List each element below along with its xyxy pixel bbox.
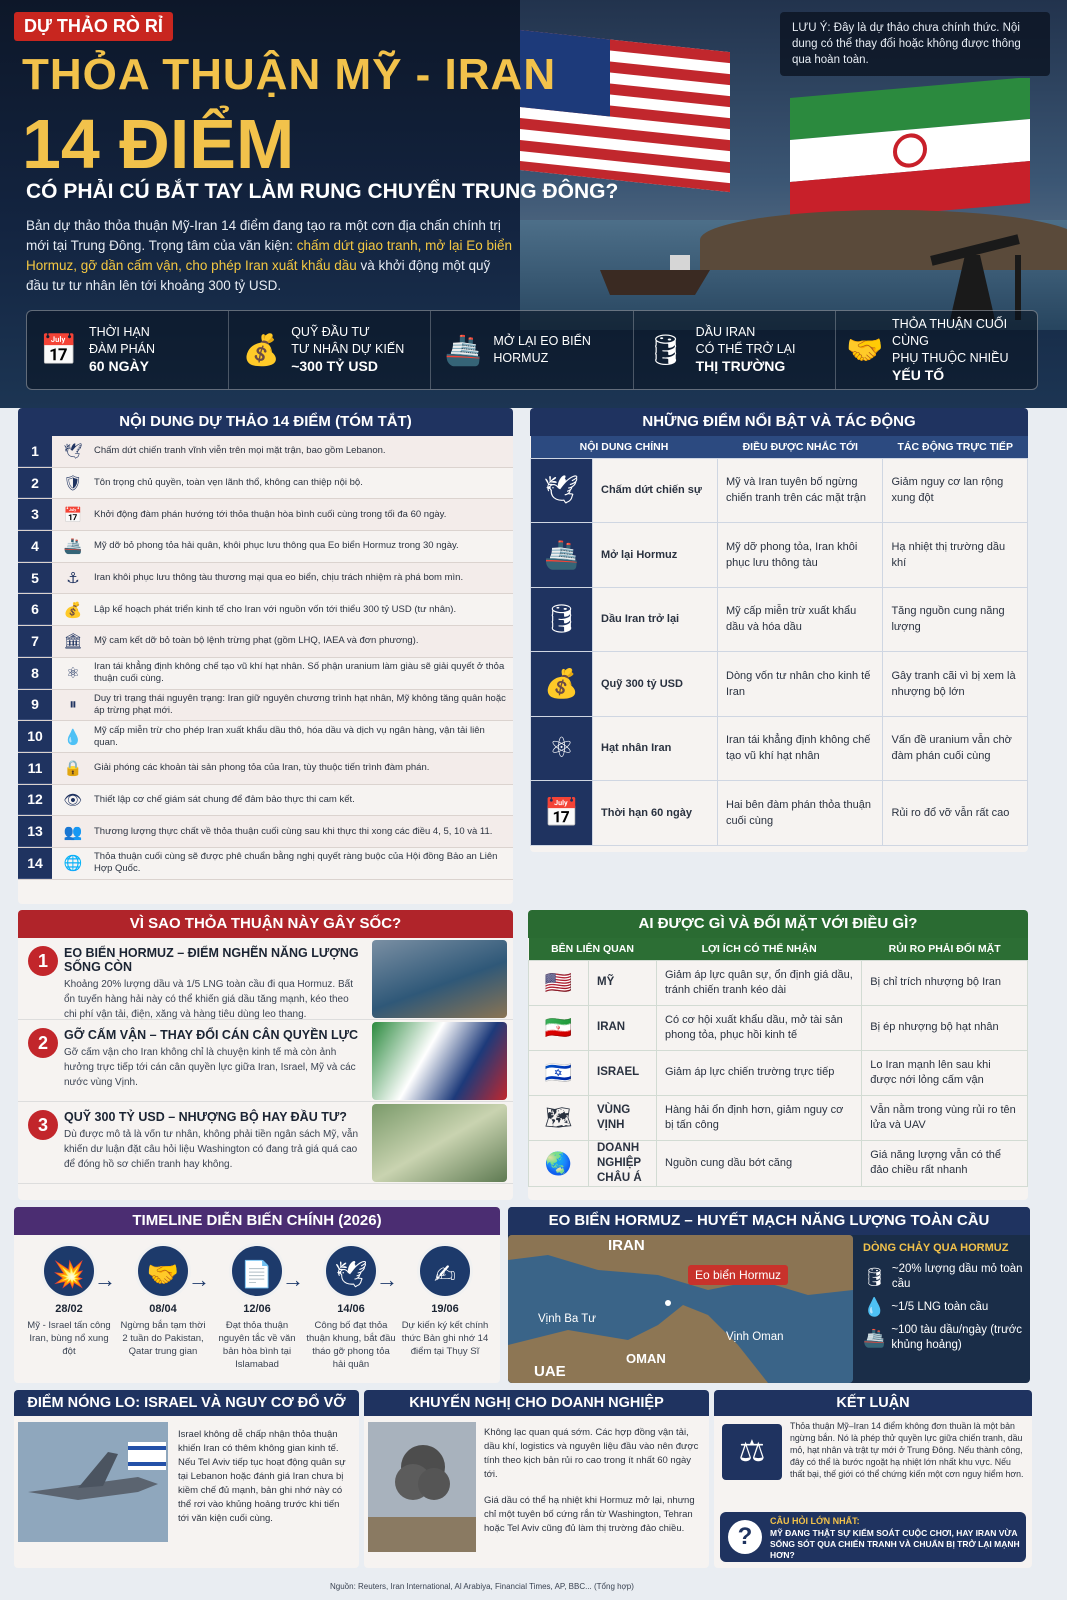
stakeholder-benefit: Có cơ hội xuất khẩu dầu, mở tài sản phong tỏa, phục hồi kinh tế	[657, 1005, 862, 1050]
kpi-text	[89, 324, 155, 376]
stakeholder-name: MỸ	[589, 960, 657, 1005]
kpi-line: ĐÀM PHÁN	[89, 342, 155, 356]
arrow-right-icon: →	[282, 1267, 304, 1292]
kpi-value: YẾU TỐ	[892, 366, 945, 383]
timeline-date: 08/04	[149, 1303, 177, 1315]
arrow-right-icon: →	[94, 1267, 116, 1292]
stakeholder-risk: Vẫn nằm trong vùng rủi ro tên lửa và UAV	[862, 1095, 1028, 1140]
timeline-panel	[14, 1207, 500, 1383]
stakeholder-name: DOANH NGHIỆP CHÂU Á	[589, 1140, 657, 1186]
table-row	[529, 1005, 1028, 1050]
stakeholder-benefit: Nguồn cung dầu bớt căng	[657, 1140, 862, 1186]
col-header: BÊN LIÊN QUAN	[529, 938, 657, 960]
flow-text: ~20% lượng dầu mỏ toàn cầu	[891, 1263, 1023, 1290]
lock-icon: 🔒	[63, 760, 83, 778]
highlight-impact: Rủi ro đổ vỡ vẫn rất cao	[883, 781, 1028, 846]
timeline-item	[118, 1243, 208, 1371]
gains-panel	[528, 910, 1028, 1200]
intro-text: Bản dự thảo thỏa thuận Mỹ-Iran 14 điểm đang tạo ra một cơn địa chấn chính trị mới tại Trung Đông. Trọng tâm của văn kiện: chấm dứt giao tranh, mở lại Eo biển Hormuz, gỡ dần cấm vận, cho phép Iran xuất khẩu dầu và khởi động một quỹ đầu tư tư nhân lên tới khoảng 300 tỷ USD.	[26, 218, 512, 293]
table-row	[529, 1140, 1028, 1186]
highlight-mention: Dòng vốn tư nhân cho kinh tế Iran	[718, 652, 883, 717]
point-text: Iran tái khẳng định không chế tạo vũ khí hạt nhân. Số phận uranium làm giàu sẽ giải quyết ở thỏa thuận cuối cùng.	[94, 661, 505, 685]
kpi-value: 60 NGÀY	[89, 358, 149, 374]
why-heading: QUỸ 300 TỶ USD – NHƯỢNG BỘ HAY ĐẦU TƯ?	[64, 1110, 347, 1124]
point-row	[18, 531, 513, 563]
handshake-icon: 🤝	[135, 1243, 191, 1299]
point-row	[18, 658, 513, 690]
leak-tag: DỰ THẢO RÒ RỈ	[14, 12, 173, 41]
point-number: 7	[18, 626, 52, 657]
document-icon: 📄	[229, 1243, 285, 1299]
hormuz-panel	[508, 1207, 1030, 1383]
point-row	[18, 785, 513, 817]
timeline-text: Công bố đạt thỏa thuận khung, bắt đầu tháo gỡ phong tỏa hải quân	[306, 1320, 396, 1370]
highlights-title: NHỮNG ĐIỂM NỔI BẬT VÀ TÁC ĐỘNG	[530, 408, 1028, 436]
why-image	[372, 1104, 507, 1182]
pause-icon: ⏸	[69, 696, 77, 714]
kpi-line: HORMUZ	[493, 351, 549, 365]
gulf-map-icon: 🗺	[529, 1095, 589, 1140]
point-number: 1	[18, 436, 52, 467]
stakeholder-name: ISRAEL	[589, 1050, 657, 1095]
why-desc: Khoảng 20% lượng dầu và 1/5 LNG toàn cầu đi qua Hormuz. Bất ổn tuyến hàng hải này có thể khiến giá dầu tăng mạnh, kéo theo chi phí vận tải, điện, xăng và hàng tiêu dùng leo thang.	[64, 979, 353, 1020]
iran-flag-image	[790, 78, 1040, 228]
dove-icon: 🕊	[531, 458, 593, 523]
why-item	[18, 1102, 513, 1184]
kpi-item	[229, 311, 431, 389]
calendar-icon: 📅	[63, 506, 83, 524]
why-number: 3	[28, 1110, 58, 1140]
highlight-impact: Vấn đề uranium vẫn chờ đàm phán cuối cùng	[883, 716, 1028, 781]
point-text: Chấm dứt chiến tranh vĩnh viễn trên mọi mặt trận, bao gồm Lebanon.	[94, 445, 386, 457]
why-body	[64, 1102, 372, 1183]
why-title: VÌ SAO THỎA THUẬN NÀY GÂY SỐC?	[18, 910, 513, 938]
kpi-item	[634, 311, 836, 389]
timeline-date: 28/02	[55, 1303, 83, 1315]
why-item	[18, 1020, 513, 1102]
kpi-item	[836, 311, 1037, 389]
point-row	[18, 436, 513, 468]
col-header: RỦI RO PHẢI ĐỐI MẶT	[862, 938, 1028, 960]
main-title: THỎA THUẬN MỸ - IRAN	[22, 50, 557, 99]
big-question-box	[720, 1512, 1026, 1562]
kpi-text	[291, 324, 404, 376]
atom-icon: ⚛	[531, 716, 593, 781]
highlight-main: Chấm dứt chiến sự	[593, 458, 718, 523]
why-item	[18, 938, 513, 1020]
big-question-title: CÂU HỎI LỚN NHẤT:	[770, 1516, 860, 1526]
timeline-date: 12/06	[243, 1303, 271, 1315]
points-title: NỘI DUNG DỰ THẢO 14 ĐIỂM (TÓM TẮT)	[18, 408, 513, 436]
point-number: 4	[18, 531, 52, 562]
stakeholder-benefit: Giảm áp lực chiến trường trực tiếp	[657, 1050, 862, 1095]
stakeholder-name: VÙNG VỊNH	[589, 1095, 657, 1140]
dove-icon: 🕊	[323, 1243, 379, 1299]
table-row	[531, 587, 1028, 652]
point-number: 8	[18, 658, 52, 689]
arrow-right-icon: →	[376, 1267, 398, 1292]
point-number: 11	[18, 753, 52, 784]
arrow-right-icon: →	[188, 1267, 210, 1292]
point-number: 5	[18, 563, 52, 594]
kpi-line: CÓ THỂ TRỞ LẠI	[695, 342, 796, 356]
point-text: Mỹ cam kết dỡ bỏ toàn bộ lệnh trừng phạt (gồm LHQ, IAEA và đơn phương).	[94, 635, 419, 647]
highlight-main: Mở lại Hormuz	[593, 523, 718, 588]
flow-item	[863, 1262, 1023, 1292]
flow-item	[863, 1297, 1023, 1317]
highlight-impact: Giảm nguy cơ lan rộng xung đột	[883, 458, 1028, 523]
col-header: ĐIỀU ĐƯỢC NHẮC TỚI	[718, 436, 883, 458]
col-header: LỢI ÍCH CÓ THỂ NHẬN	[657, 938, 862, 960]
un-icon: 🌐	[63, 855, 83, 873]
points-list	[18, 436, 513, 880]
point-number: 2	[18, 468, 52, 499]
kpi-text	[892, 316, 1027, 385]
point-row	[18, 753, 513, 785]
main-title-count: 14 ĐIỂM	[22, 105, 295, 183]
points-panel	[18, 408, 513, 904]
stakeholder-risk: Bị ép nhượng bộ hạt nhân	[862, 1005, 1028, 1050]
timeline-items	[14, 1235, 500, 1371]
point-text: Thiết lập cơ chế giám sát chung để đảm bảo thực thi cam kết.	[94, 793, 355, 805]
map-label-strait: Eo biển Hormuz	[688, 1265, 788, 1285]
point-text: Mỹ cấp miễn trừ cho phép Iran xuất khẩu dầu thô, hóa dầu và dịch vụ ngân hàng, vận tải liên quan.	[94, 724, 485, 748]
shield-icon: 🛡	[63, 475, 83, 493]
point-number: 6	[18, 594, 52, 625]
money-bag-icon: 💰	[242, 333, 280, 367]
monitor-icon: 👁	[63, 791, 83, 809]
conclusion-text: Thỏa thuận Mỹ–Iran 14 điểm không đơn thuần là một bản ngừng bắn. Nó là phép thử quyền lực giữa chiến tranh, dầu mỏ, hạt nhân và trật tự mới ở Trung Đông. Nếu thành công, đây có thể là bước ngoặt hạ nhiệt lớn nhất khu vực. Nếu thất bại, thế giới có thể chứng kiến một cơn nguy hiểm hơn.	[790, 1421, 1024, 1479]
meeting-icon: 👥	[63, 823, 83, 841]
stakeholder-benefit: Hàng hải ổn định hơn, giảm nguy cơ bị tấn công	[657, 1095, 862, 1140]
israel-flag-icon: 🇮🇱	[529, 1050, 589, 1095]
hormuz-title: EO BIỂN HORMUZ – HUYẾT MẠCH NĂNG LƯỢNG TOÀN CẦU	[508, 1207, 1030, 1235]
kpi-line: PHỤ THUỘC NHIỀU	[892, 350, 1009, 365]
table-row	[531, 652, 1028, 717]
ship-icon: 🚢	[63, 538, 83, 556]
hormuz-map	[508, 1235, 853, 1383]
ship-icon: 🚢	[531, 523, 593, 588]
why-number: 1	[28, 946, 58, 976]
kpi-line: TƯ NHÂN DỰ KIẾN	[291, 342, 405, 356]
kpi-line: QUỸ ĐẦU TƯ	[291, 325, 370, 339]
smoke-city-image	[368, 1422, 476, 1552]
timeline-text: Dự kiến ký kết chính thức Bản ghi nhớ 14 điểm tại Thụy Sĩ	[401, 1320, 489, 1357]
scales-icon: ⚖	[722, 1424, 782, 1480]
map-label-persian-gulf: Vịnh Ba Tư	[538, 1313, 596, 1325]
timeline-item	[24, 1243, 114, 1371]
point-row	[18, 721, 513, 753]
why-body	[64, 1020, 372, 1101]
col-header: NỘI DUNG CHÍNH	[531, 436, 718, 458]
calendar-icon: 📅	[40, 333, 78, 367]
kpi-line: THỎA THUẬN CUỐI CÙNG	[892, 316, 1008, 348]
stakeholder-risk: Lo Iran mạnh lên sau khi được nới lỏng cấm vận	[862, 1050, 1028, 1095]
point-row	[18, 594, 513, 626]
source-note: Nguồn: Reuters, Iran International, Al Arabiya, Financial Times, AP, BBC... (Tổng hợp)	[330, 1582, 634, 1591]
highlight-main: Hạt nhân Iran	[593, 716, 718, 781]
point-row	[18, 499, 513, 531]
handshake-icon: 🤝	[846, 333, 884, 367]
point-text: Giải phóng các khoản tài sản phong tỏa của Iran, tùy thuộc tiến trình đàm phán.	[94, 762, 430, 774]
timeline-text: Đạt thỏa thuận nguyên tắc về văn bản hòa bình tại Islamabad	[218, 1320, 296, 1370]
point-row	[18, 626, 513, 658]
oil-barrel-icon: 🛢	[646, 333, 685, 367]
point-text: Khởi động đàm phán hướng tới thỏa thuận hòa bình cuối cùng trong tối đa 60 ngày.	[94, 508, 447, 520]
disclaimer-note: LƯU Ý: Đây là dự thảo chưa chính thức. Nội dung có thể thay đổi hoặc không được thông qua hoàn toàn.	[780, 12, 1050, 76]
gains-table	[528, 938, 1028, 1187]
table-row	[529, 1095, 1028, 1140]
timeline-date: 19/06	[431, 1303, 459, 1315]
kpi-bar	[26, 310, 1038, 390]
iran-flag-icon: 🇮🇷	[529, 1005, 589, 1050]
gas-drop-icon: 💧	[863, 1297, 886, 1317]
explosion-icon: 💥	[41, 1243, 97, 1299]
why-heading: EO BIỂN HORMUZ – ĐIỂM NGHẼN NĂNG LƯỢNG SỐNG CÒN	[64, 946, 359, 974]
map-label-gulf-oman: Vịnh Oman	[726, 1331, 784, 1343]
highlight-main: Thời hạn 60 ngày	[593, 781, 718, 846]
highlight-main: Dầu Iran trở lại	[593, 587, 718, 652]
why-heading: GỠ CẤM VẬN – THAY ĐỔI CÁN CÂN QUYỀN LỰC	[64, 1028, 358, 1042]
advice-title: KHUYẾN NGHỊ CHO DOANH NGHIỆP	[364, 1390, 709, 1416]
table-row	[531, 716, 1028, 781]
map-label-iran: IRAN	[608, 1237, 645, 1254]
kpi-line: MỞ LẠI EO BIỂN	[493, 334, 591, 348]
kpi-line: DẦU IRAN	[695, 325, 756, 339]
kpi-item	[27, 311, 229, 389]
highlight-mention: Mỹ cấp miễn trừ xuất khẩu dầu và hóa dầu	[718, 587, 883, 652]
table-row	[531, 458, 1028, 523]
kpi-line: THỜI HẠN	[89, 325, 150, 339]
usa-flag-icon: 🇺🇸	[529, 960, 589, 1005]
timeline-item	[212, 1243, 302, 1371]
map-label-uae: UAE	[534, 1363, 566, 1380]
point-row	[18, 848, 513, 880]
point-text: Tôn trọng chủ quyền, toàn vẹn lãnh thổ, không can thiệp nội bộ.	[94, 477, 363, 489]
kpi-text	[696, 324, 796, 376]
anchor-icon: ⚓	[66, 570, 80, 588]
flow-text: ~1/5 LNG toàn cầu	[891, 1301, 989, 1313]
point-row	[18, 816, 513, 848]
point-text: Lập kế hoạch phát triển kinh tế cho Iran với nguồn vốn tới thiểu 300 tỷ USD (tư nhân).	[94, 603, 457, 615]
kpi-item	[431, 311, 633, 389]
oil-barrel-icon: 🛢	[531, 587, 593, 652]
highlight-impact: Tăng nguồn cung năng lượng	[883, 587, 1028, 652]
money-bag-icon: 💰	[531, 652, 593, 717]
flow-item	[863, 1323, 1023, 1353]
table-row	[531, 523, 1028, 588]
point-number: 3	[18, 499, 52, 530]
why-image	[372, 940, 507, 1018]
highlight-mention: Mỹ dỡ phong tỏa, Iran khôi phục lưu thông tàu	[718, 523, 883, 588]
oil-barrel-icon: 🛢	[863, 1266, 886, 1287]
tanker-ship-image	[600, 250, 710, 300]
hero-banner	[0, 0, 1067, 408]
gains-title: AI ĐƯỢC GÌ VÀ ĐỐI MẶT VỚI ĐIỀU GÌ?	[528, 910, 1028, 938]
point-text: Mỹ dỡ bỏ phong tỏa hải quân, khôi phục lưu thông qua Eo biển Hormuz trong 30 ngày.	[94, 540, 459, 552]
map-land-shapes	[508, 1235, 853, 1383]
flows-title: DÒNG CHẢY QUA HORMUZ	[863, 1242, 1009, 1254]
bank-icon: 🏛	[63, 633, 83, 651]
israel-panel	[14, 1390, 359, 1568]
conclusion-panel	[714, 1390, 1032, 1568]
question-icon: ?	[728, 1520, 762, 1554]
highlight-mention: Hai bên đàm phán thỏa thuận cuối cùng	[718, 781, 883, 846]
kpi-text	[493, 333, 591, 367]
timeline-item	[306, 1243, 396, 1371]
why-body	[64, 938, 372, 1019]
advice-panel	[364, 1390, 709, 1568]
israel-text: Israel không dễ chấp nhận thỏa thuận khiến Iran có thêm không gian kinh tế. Nếu Tel Aviv tiếp tục hoạt động quân sự tại Lebanon hoặc đánh giá Iran chưa bị kiềm chế đủ mạnh, bản ghi nhớ này có thể rơi vào khủng hoảng trước khi tiến tới văn kiện cuối cùng.	[178, 1429, 346, 1524]
why-desc: Gỡ cấm vận cho Iran không chỉ là chuyện kinh tế mà còn ảnh hưởng trực tiếp tới cán cân quyền lực giữa Iran, Israel, Mỹ và các nước vùng Vịnh.	[64, 1047, 356, 1088]
timeline-date: 14/06	[337, 1303, 365, 1315]
point-number: 10	[18, 721, 52, 752]
highlights-table	[530, 436, 1028, 846]
dove-icon: 🕊	[63, 443, 83, 461]
highlight-mention: Iran tái khẳng định không chế tạo vũ khí hạt nhân	[718, 716, 883, 781]
calendar-60-icon: 📅	[531, 781, 593, 846]
advice-p2: Giá dầu có thể hạ nhiệt khi Hormuz mở lại, nhưng chỉ một tuyên bố cứng rắn từ Washington, Tehran hoặc Tel Aviv cũng đủ làm thị trường đảo chiều.	[484, 1495, 695, 1534]
point-text: Duy trì trạng thái nguyên trạng: Iran giữ nguyên chương trình hạt nhân, Mỹ không tăng quân hoặc áp trừng phạt mới.	[94, 692, 506, 716]
stakeholder-benefit: Giảm áp lực quân sự, ổn định giá dầu, tránh chiến tranh kéo dài	[657, 960, 862, 1005]
point-number: 12	[18, 785, 52, 816]
conclusion-title: KẾT LUẬN	[714, 1390, 1032, 1416]
highlight-main: Quỹ 300 tỷ USD	[593, 652, 718, 717]
point-text: Thương lượng thực chất về thỏa thuận cuối cùng sau khi thực thi xong các điều 4, 5, 10 và 11.	[94, 825, 493, 837]
highlights-panel	[530, 408, 1028, 852]
point-number: 13	[18, 816, 52, 847]
fighter-jet-image	[18, 1422, 168, 1542]
why-image	[372, 1022, 507, 1100]
stakeholder-risk: Giá năng lượng vẫn có thể đảo chiều rất nhanh	[862, 1140, 1028, 1186]
why-panel	[18, 910, 513, 1200]
subtitle: CÓ PHẢI CÚ BẮT TAY LÀM RUNG CHUYỂN TRUNG ĐÔNG?	[26, 180, 619, 203]
highlight-impact: Gây tranh cãi vì bị xem là nhượng bộ lớn	[883, 652, 1028, 717]
highlight-impact: Hạ nhiệt thị trường dầu khí	[883, 523, 1028, 588]
point-text: Iran khôi phục lưu thông tàu thương mại qua eo biển, chịu trách nhiệm rà phá bom mìn.	[94, 572, 464, 584]
ship-icon: 🚢	[863, 1327, 886, 1348]
hormuz-flows	[863, 1241, 1023, 1361]
timeline-item	[400, 1243, 490, 1371]
pen-icon: ✍	[417, 1243, 473, 1299]
asia-map-icon: 🌏	[529, 1140, 589, 1186]
point-row	[18, 563, 513, 595]
point-number: 9	[18, 690, 52, 721]
flow-text: ~100 tàu dầu/ngày (trước khủng hoảng)	[891, 1324, 1023, 1351]
kpi-value: THỊ TRƯỜNG	[695, 358, 786, 374]
timeline-text: Ngừng bắn tạm thời 2 tuần do Pakistan, Qatar trung gian	[120, 1320, 206, 1357]
big-question-text: MỸ ĐANG THẬT SỰ KIỂM SOÁT CUỘC CHƠI, HAY IRAN VỪA SỐNG SÓT QUA CHIẾN TRANH VÀ CHUẨN BỊ TRỞ LẠI MẠNH HƠN?	[770, 1528, 1020, 1560]
point-text: Thỏa thuận cuối cùng sẽ được phê chuẩn bằng nghị quyết ràng buộc của Hội đồng Bảo an Liên Hợp Quốc.	[94, 851, 498, 875]
point-number: 14	[18, 848, 52, 879]
timeline-title: TIMELINE DIỄN BIẾN CHÍNH (2026)	[14, 1207, 500, 1235]
advice-p1: Không lạc quan quá sớm. Các hợp đồng vận tải, dầu khí, logistics và nguyên liệu đầu vào nên được tính theo kịch bản rủi ro cao trong ít nhất 60 ngày tới.	[484, 1427, 699, 1480]
why-number: 2	[28, 1028, 58, 1058]
map-label-oman: OMAN	[626, 1351, 666, 1366]
israel-title: ĐIỂM NÓNG LO: ISRAEL VÀ NGUY CƠ ĐỔ VỠ	[14, 1390, 359, 1416]
money-bag-icon: 💰	[63, 601, 83, 619]
table-row	[531, 781, 1028, 846]
highlight-mention: Mỹ và Iran tuyên bố ngừng chiến tranh trên các mặt trận	[718, 458, 883, 523]
point-row	[18, 468, 513, 500]
stakeholder-risk: Bị chỉ trích nhượng bộ Iran	[862, 960, 1028, 1005]
timeline-text: Mỹ - Israel tấn công Iran, bùng nổ xung đột	[27, 1320, 111, 1357]
col-header: TÁC ĐỘNG TRỰC TIẾP	[883, 436, 1028, 458]
why-desc: Dù được mô tả là vốn tư nhân, không phải tiền ngân sách Mỹ, vẫn khiến dư luận đặt câu hỏi liệu Washington có đang trả giá quá cao để đóng hồ sơ chiến tranh hay không.	[64, 1129, 359, 1170]
ship-icon: 🚢	[444, 333, 483, 367]
point-row	[18, 690, 513, 722]
atom-icon: ⚛	[66, 665, 80, 683]
stakeholder-name: IRAN	[589, 1005, 657, 1050]
oil-drop-icon: 💧	[63, 728, 83, 746]
table-row	[529, 960, 1028, 1005]
kpi-value: ~300 TỶ USD	[291, 358, 378, 374]
table-row	[529, 1050, 1028, 1095]
